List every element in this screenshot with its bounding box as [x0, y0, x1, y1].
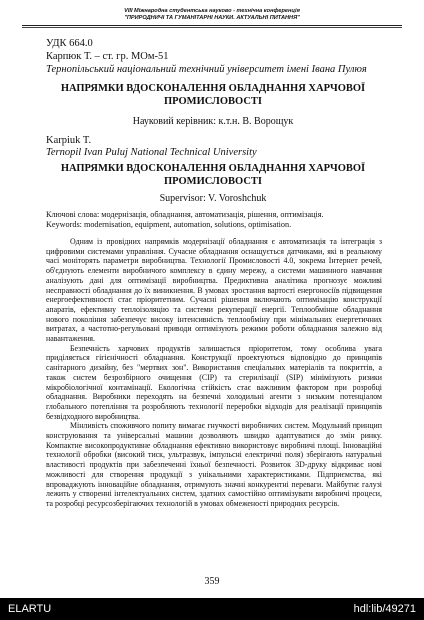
paragraph: Одним із провідних напрямків модернізації обладнання є автоматизація та інтеграція з цифровими системами управління. Сучасне обладнання оснащується датчиками, які в реальному часі моніторять параметри виробництва. Технології Промисловості 4.0, зокрема Інтернет речей, об'єднують елементи виробничого комплексу в єдину мережу, а системи машинного навчання аналізують дані для оптимізації виробництва. Предиктивна аналітика прогнозує можливі несправності обладнання до їх виникнення. В умовах зростання вартості енергоносіїв підвищення енергоефективності стає пріоритетним. Сучасні рішення включають оптимізацію конструкції апаратів, ефективну теплоізоляцію та системи рекуперації енергії. Теплообмінне обладнання нового покоління забезпечує високу інтенсивність теплообміну при мінімальних енергетичних витратах, а частотно-регульовані приводи оптимізують режими роботи обладнання залежно від навантаження. [46, 237, 382, 344]
title-ua [44, 83, 382, 108]
page-number: 359 [204, 576, 220, 587]
conference-header [0, 8, 424, 22]
conference-header-line1: VIII Міжнародна студентська науково - технічна конференція [124, 8, 300, 14]
paragraph: Мінливість споживчого попиту вимагає гнучкості виробничих систем. Модульний принцип конструювання та універсальні машини дозволяють швидко адаптуватися до змін ринку. Компактне високопродуктивне обладнання ефективно використовує виробничі площі. Інноваційні технології обробки (високий тиск, ультразвук, імпульсні електричні поля) зберігають натуральні властивості продуктів при забезпеченні їхньої безпечності. Розвиток 3D-друку відкриває нові можливості для створення продукції з унікальними характеристиками. Підприємства, які впроваджують інноваційне обладнання, отримують значні конкурентні переваги. Майбутнє галузі лежить у створенні інтелектуальних систем, здатних самостійно оптимізувати виробничі процеси, та розробці ресурсозберігаючих технологій в умовах обмеженості природних ресурсів. [46, 421, 382, 508]
paragraph: Безпечність харчових продуктів залишається пріоритетом, тому особлива увага приділяється гігієнічності обладнання. Конструкції проектуються відповідно до принципів санітарного дизайну, без "мертвих зон". Використання спеціальних матеріалів та покриттів, а також систем безрозбірного очищення (CIP) та стерилізації (SIP) мінімізують ризики мікробіологічної контамінації. Екологічна стійкість стає важливим фактором при розробці обладнання. Виробники переходять на безпечні холодильні агенти з низьким потенціалом глобального потепління та розробляють технології переробки відходів для реалізації принципів безвідходного виробництва. [46, 343, 382, 421]
keywords-ua: Ключові слова: модернізація, обладнання, автоматизація, рішення, оптимізація. [46, 210, 324, 219]
article-body [46, 237, 382, 509]
title-ua-line1: НАПРЯМКИ ВДОСКОНАЛЕННЯ ОБЛАДНАННЯ ХАРЧОВОЇ [60, 83, 366, 94]
header-rule [22, 25, 402, 26]
supervisor-en: Supervisor: V. Voroshchuk [159, 193, 267, 204]
affiliation-en: Ternopil Ivan Puluj National Technical University [46, 147, 257, 158]
handle-identifier: hdl:lib/49271 [353, 603, 416, 615]
supervisor-ua: Науковий керівник: к.т.н. В. Ворощук [132, 116, 294, 127]
affiliation-ua: Тернопільський національний технічний університет імені Івана Пулюя [46, 64, 367, 75]
header-rule-thin [22, 27, 402, 28]
title-en-line2: ПРОМИСЛОВОСТІ [163, 175, 263, 187]
conference-header-line2: "ПРИРОДНИЧІ ТА ГУМАНІТАРНІ НАУКИ. АКТУАЛЬНІ ПИТАННЯ" [124, 15, 300, 21]
author-ua: Карпюк Т. – ст. гр. МОм-51 [46, 51, 169, 62]
udk-code: УДК 664.0 [46, 38, 93, 49]
title-en [44, 163, 382, 188]
repository-name: ELARTU [8, 603, 52, 615]
author-en: Karpiuk T. [46, 135, 92, 146]
title-en-line1: НАПРЯМКИ ВДОСКОНАЛЕННЯ ОБЛАДНАННЯ ХАРЧОВОЇ [60, 163, 366, 174]
keywords-en: Keywords: modernisation, equipment, automation, solutions, optimisation. [46, 220, 292, 229]
title-ua-line2: ПРОМИСЛОВОСТІ [163, 95, 263, 107]
repository-footer-bar [0, 598, 424, 620]
